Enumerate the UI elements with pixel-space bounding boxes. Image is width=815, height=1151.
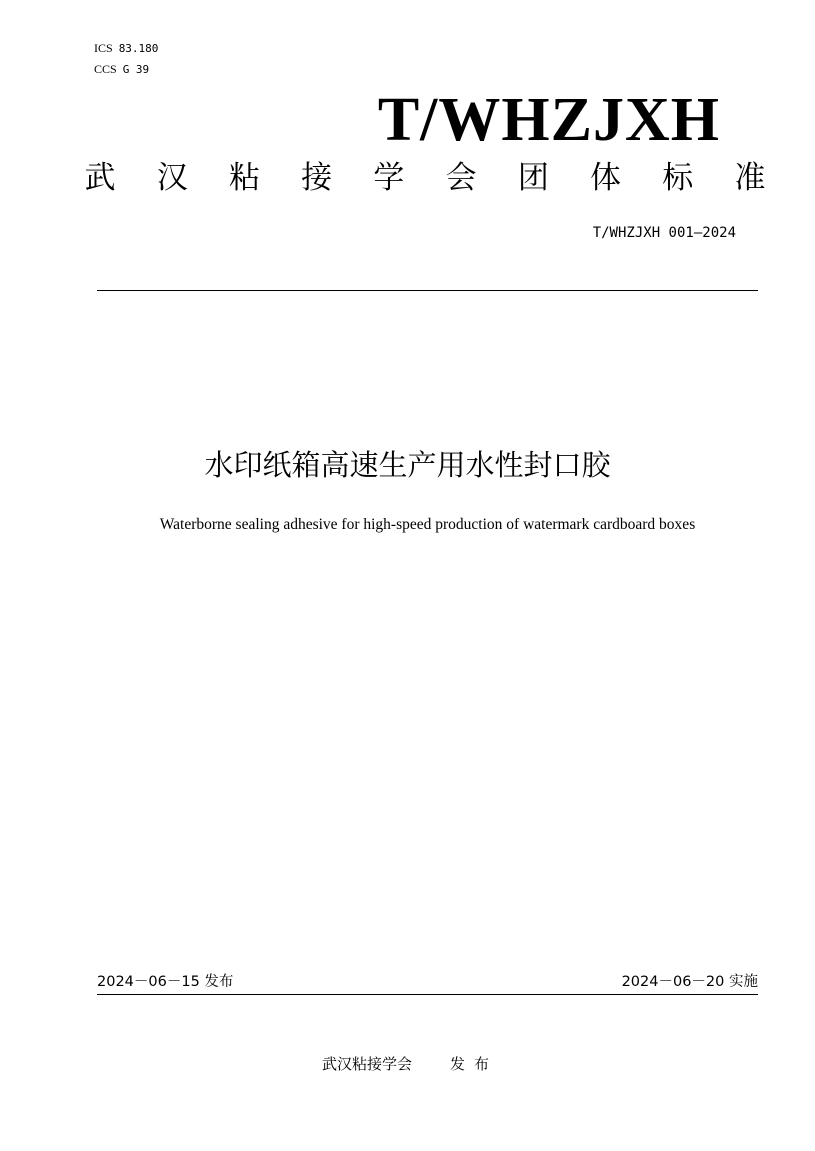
ccs-line: [94, 62, 149, 77]
implementation-date: 2024－06－20 实施: [621, 974, 758, 990]
publisher-action: 发布: [450, 1055, 499, 1073]
category-char: 接: [301, 160, 333, 196]
category-char: 武: [84, 160, 116, 196]
ics-line: [94, 41, 158, 56]
category-char: 体: [590, 160, 622, 196]
ics-label: ICS: [94, 41, 113, 55]
category-char: 学: [373, 160, 405, 196]
issue-date: 2024－06－15 发布: [97, 974, 234, 990]
header-divider: [97, 290, 758, 291]
category-char: 汉: [156, 160, 188, 196]
category-char: 准: [734, 160, 766, 196]
category-char: 标: [662, 160, 694, 196]
document-title-zh: 水印纸箱高速生产用水性封口胶: [204, 448, 611, 482]
ccs-code: G 39: [122, 63, 150, 76]
organization-code: T/WHZJXH: [377, 86, 720, 154]
publisher-name: 武汉粘接学会: [321, 1055, 412, 1073]
ics-code: 83.180: [118, 42, 159, 55]
standard-category: [80, 156, 770, 200]
category-char: 粘: [228, 160, 260, 196]
category-char: 会: [445, 160, 477, 196]
category-char: 团: [517, 160, 549, 196]
standard-number: T/WHZJXH 001—2024: [592, 225, 736, 241]
ccs-label: CCS: [94, 62, 117, 76]
footer-divider: [97, 994, 758, 995]
document-title-en: Waterborne sealing adhesive for high-speed production of watermark cardboard boxes: [159, 516, 696, 533]
publisher: [200, 1053, 620, 1075]
